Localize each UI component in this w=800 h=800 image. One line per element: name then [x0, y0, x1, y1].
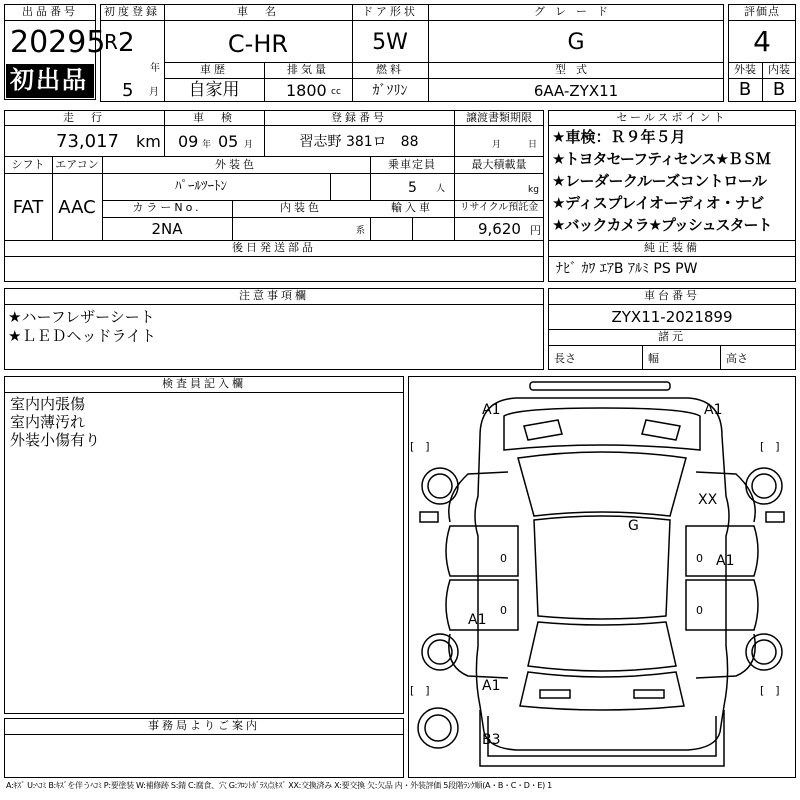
lot-number-label: 出品番号: [22, 5, 78, 18]
specs-label: 諸元: [658, 330, 686, 343]
recycle: 9,620: [478, 220, 521, 238]
int-color-label: 内装色: [280, 201, 322, 214]
inspector-line-1: 室内内張傷: [10, 395, 86, 413]
car-name-label: 車 名: [237, 5, 279, 18]
mark-zero-left-1: 0: [500, 552, 507, 565]
int-color-unit: 系: [356, 226, 366, 236]
transfer-day-unit: 日: [528, 140, 538, 150]
mark-zero-left-2: 0: [500, 604, 507, 617]
insp-year: 09: [178, 132, 199, 151]
mark-bracket-r1: [ ]: [760, 440, 780, 453]
inspector-line-2: 室内薄汚れ: [10, 413, 86, 431]
displacement: 1800: [286, 81, 327, 100]
exterior-label: 外装: [734, 63, 756, 76]
ext-color-label: 外装色: [215, 158, 257, 171]
month-unit: 月: [149, 87, 159, 98]
displacement-unit: cc: [331, 87, 341, 97]
door-label: ドア形状: [362, 5, 418, 18]
grade: G: [567, 30, 585, 55]
first-listing-text: 初出品: [10, 66, 88, 94]
era-letter: R: [104, 30, 118, 54]
transfer-month-unit: 月: [492, 140, 502, 150]
car-body-diagram: [408, 376, 796, 778]
mark-xx-right: XX: [698, 492, 718, 508]
mark-bracket-l2: [ ]: [410, 684, 430, 697]
mileage-label: 走 行: [63, 111, 105, 124]
exterior-grade: B: [738, 79, 752, 100]
sales-point-1: ★車検：Ｒ９年５月: [552, 128, 686, 146]
mark-zero-right-2: 0: [696, 604, 703, 617]
max-load-label: 最大積載量: [471, 158, 527, 171]
sales-point-4: ★ディスプレイオーディオ・ナビ: [552, 194, 764, 212]
ac-label: エアコン: [55, 158, 99, 171]
mileage: 73,017: [56, 131, 119, 152]
capacity-unit: 人: [436, 184, 446, 194]
lot-number: 20295: [10, 25, 106, 60]
insp-year-unit: 年: [202, 140, 212, 150]
interior-grade: B: [772, 79, 786, 100]
sales-point-2: ★トヨタセーフティセンス★ＢＳＭ: [552, 150, 770, 168]
plate: 習志野 381ロ 88: [299, 134, 419, 150]
inspector-label: 検査員記入欄: [162, 377, 246, 390]
fuel: ｶﾞｿﾘﾝ: [372, 83, 408, 99]
mark-a1-left-rear: A1: [468, 612, 487, 628]
inspector-line-3: 外装小傷有り: [10, 431, 101, 449]
model-label: 型式: [555, 63, 597, 76]
displacement-label: 排気量: [287, 63, 329, 76]
car-name: C-HR: [227, 30, 289, 58]
mark-g-windshield: G: [628, 518, 639, 534]
plate-label: 登録番号: [331, 111, 387, 124]
width-label: 幅: [648, 352, 659, 365]
sales-point-5: ★バックカメラ★プッシュスタート: [552, 216, 772, 234]
reg-month: 5: [122, 80, 134, 101]
length-label: 長さ: [554, 352, 576, 365]
capacity-label: 乗車定員: [388, 158, 436, 171]
sales-points-label: セールスポイント: [616, 111, 728, 124]
equipment: ﾅﾋﾞ ｶﾜ ｴｱB ｱﾙﾐ PS PW: [556, 261, 698, 277]
office-label: 事務局よりご案内: [148, 719, 260, 732]
mileage-unit: km: [136, 132, 161, 151]
height-label: 高さ: [726, 352, 748, 365]
max-load-unit: kg: [528, 185, 539, 195]
mark-zero-right-1: 0: [696, 552, 703, 565]
fuel-label: 燃料: [376, 63, 404, 76]
chassis-label: 車台番号: [644, 289, 700, 302]
mark-a1-front-left: A1: [482, 402, 501, 418]
notes-label: 注意事項欄: [239, 289, 309, 302]
capacity: 5: [408, 180, 417, 196]
color-no-label: カラーNo.: [132, 201, 202, 214]
equipment-label: 純正装備: [644, 241, 700, 254]
note-1: ★ハーフレザーシート: [8, 308, 155, 326]
transfer-label: 譲渡書類期限: [466, 111, 532, 124]
later-parts-label: 後日発送部品: [232, 241, 316, 254]
mark-bracket-l1: [ ]: [410, 440, 430, 453]
ac: AAC: [58, 197, 96, 218]
color-no: 2NA: [151, 220, 183, 238]
grade-label: グレード: [534, 5, 618, 18]
score-label: 評価点: [744, 5, 780, 18]
model-code: 6AA-ZYX11: [533, 82, 619, 100]
note-2: ★ＬＥＤヘッドライト: [8, 327, 156, 345]
shift-label: シフト: [11, 158, 45, 171]
ext-color: ﾊﾟｰﾙﾂｰﾄﾝ: [175, 179, 227, 194]
mark-a1-front-right: A1: [704, 402, 723, 418]
interior-label: 内装: [768, 63, 790, 76]
mark-a1-rear-left: A1: [482, 678, 501, 694]
inspection-label: 車 検: [193, 111, 235, 124]
import-label: 輸入車: [391, 201, 433, 214]
shift: FAT: [12, 197, 44, 218]
reg-year: 2: [118, 28, 135, 58]
mark-b3-rear: B3: [482, 732, 501, 748]
mark-bracket-r2: [ ]: [760, 684, 780, 697]
history: 自家用: [188, 80, 240, 100]
mark-a1-right-door: A1: [716, 553, 735, 569]
door-type: 5W: [372, 30, 408, 55]
recycle-unit: 円: [530, 224, 541, 237]
chassis-number: ZYX11-2021899: [611, 308, 733, 326]
insp-month-unit: 月: [244, 140, 254, 150]
sales-point-3: ★レーダークルーズコントロール: [552, 172, 767, 190]
year-unit: 年: [150, 63, 160, 74]
insp-month: 05: [218, 132, 239, 151]
first-reg-label: 初度登録: [104, 5, 160, 18]
score: 4: [753, 25, 771, 58]
legend: A:ｷｽﾞ U:ﾍｺﾐ B:ｷｽﾞを伴うﾍｺﾐ P:要塗装 W:補修跡 S:錆 C:腐食、穴 G:ﾌﾛﾝﾄｶﾞﾗｽ点ｷｽﾞ XX:交換済み X:要交換 欠:欠品 内・外装評価 5段階ﾗﾝｸ順(A・B・C・D・E) 1: [6, 781, 552, 790]
recycle-label: リサイクル預託金: [459, 202, 539, 213]
history-label: 車歴: [200, 63, 228, 76]
